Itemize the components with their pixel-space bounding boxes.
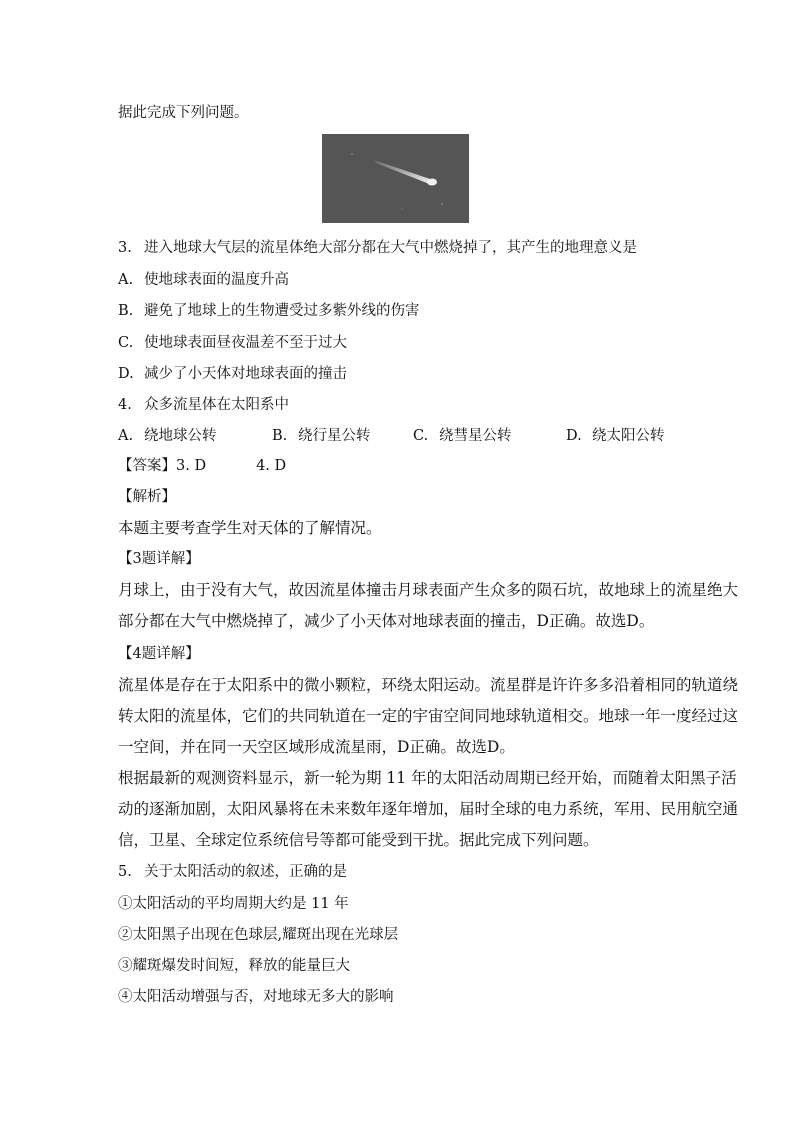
q4-options xyxy=(118,426,678,446)
detail4-line-2: 转太阳的流星体，它们的共同轨道在一定的宇宙空间同地球轨道相交。地球一年一度经过这 xyxy=(118,707,739,725)
detail3-line-2: 部分都在大气中燃烧掉了，减少了小天体对地球表面的撞击，D正确。故选D。 xyxy=(118,612,655,630)
answer-line: 【答案】3. D 4. D xyxy=(118,458,287,474)
detail4-line-1: 流星体是存在于太阳系中的微小颗粒，环绕太阳运动。流星群是许许多多沿着相同的轨道绕 xyxy=(118,676,739,694)
q5-statement-4: ④太阳活动增强与否，对地球无多大的影响 xyxy=(118,989,394,1005)
detail3-label: 【3题详解】 xyxy=(118,551,200,567)
intro-line: 据此完成下列问题。 xyxy=(118,105,249,121)
q3-option-d: D. 减少了小天体对地球表面的撞击 xyxy=(118,366,347,382)
detail3-line-1: 月球上，由于没有大气，故因流星体撞击月球表面产生众多的陨石坑，故地球上的流星绝大 xyxy=(118,581,739,599)
q5-statement-1: ①太阳活动的平均周期大约是 11 年 xyxy=(118,896,349,912)
detail4-line-3: 一空间，并在同一天空区域形成流星雨，D正确。故选D。 xyxy=(118,738,515,756)
q4-option-c: C. 绕彗星公转 xyxy=(413,428,512,444)
q3-option-a: A. 使地球表面的温度升高 xyxy=(118,272,289,288)
q5-statement-3: ③耀斑爆发时间短，释放的能量巨大 xyxy=(118,958,350,974)
passage-line-3: 信，卫星、全球定位系统信号等都可能受到干扰。据此完成下列问题。 xyxy=(118,831,599,849)
analysis-label: 【解析】 xyxy=(118,489,176,505)
q4-option-b: B. 绕行星公转 xyxy=(272,428,371,444)
q4-stem: 4. 众多流星体在太阳系中 xyxy=(118,397,289,413)
q3-option-b: B. 避免了地球上的生物遭受过多紫外线的伤害 xyxy=(118,303,420,319)
analysis-text: 本题主要考查学生对天体的了解情况。 xyxy=(118,519,382,537)
passage-line-1: 根据最新的观测资料显示，新一轮为期 11 年的太阳活动周期已经开始，而随着太阳黑子活 xyxy=(118,769,737,787)
q5-stem: 5. 关于太阳活动的叙述，正确的是 xyxy=(118,864,347,880)
q3-stem: 3. 进入地球大气层的流星体绝大部分都在大气中燃烧掉了，其产生的地理意义是 xyxy=(118,240,637,256)
passage-line-2: 动的逐渐加剧，太阳风暴将在未来数年逐年增加，届时全球的电力系统，军用、民用航空通 xyxy=(118,800,739,818)
q5-statement-2: ②太阳黑子出现在色球层,耀斑出现在光球层 xyxy=(118,927,399,943)
q3-option-c: C. 使地球表面昼夜温差不至于过大 xyxy=(118,335,347,351)
meteor-photo xyxy=(322,134,469,223)
detail4-label: 【4题详解】 xyxy=(118,646,200,662)
q4-option-a: A. 绕地球公转 xyxy=(118,428,217,444)
q4-option-d: D. 绕太阳公转 xyxy=(566,428,665,444)
meteor-image xyxy=(322,134,469,223)
